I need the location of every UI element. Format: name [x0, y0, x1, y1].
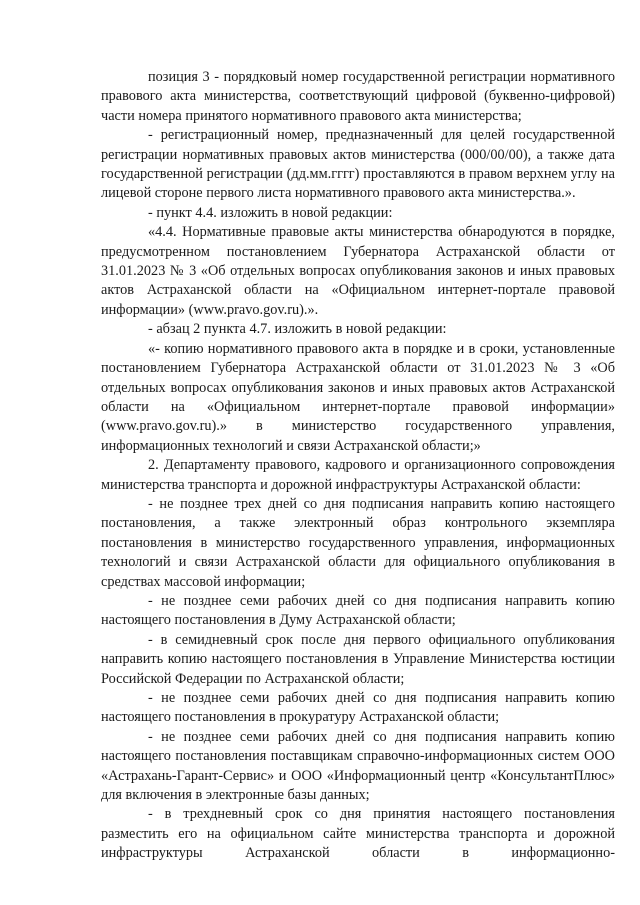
paragraph-clause-4-7-intro: - абзац 2 пункта 4.7. изложить в новой редакции:	[148, 321, 447, 338]
paragraph-prosecutor: - не позднее семи рабочих дней со дня подписания направить копию настоящего постановления в прокуратуру Астраханской области;	[101, 690, 615, 726]
paragraph-justice-ministry: - в семидневный срок после дня первого официального опубликования направить копию настоящего постановления в Управление Министерства юстиции Российской Федерации по Астраханской области;	[101, 631, 615, 687]
paragraph-website: - в трехдневный срок со дня принятия настоящего постановления разместить его на официальном сайте министерства транспорта и дорожной инфраструктуры Астраханской области в информационно-	[101, 806, 615, 862]
paragraph-position-3: позиция 3 - порядковый номер государственной регистрации нормативного правового акта министерства, соответствующий цифровой (буквенно-цифровой) части номера принятого нормативного правового акта министерства;	[101, 69, 615, 124]
paragraph-three-days: - не позднее трех дней со дня подписания направить копию настоящего постановления, а также электронный образ контрольного экземпляра постановления в министерство государственного управления, информационных технологий и связи Астраханской области для официального опубликования в средствах массовой информации;	[101, 495, 615, 590]
paragraph-duma: - не позднее семи рабочих дней со дня подписания направить копию настоящего постановления в Думу Астраханской области;	[101, 592, 615, 629]
paragraph-clause-4-7: «- копию нормативного правового акта в порядке и в сроки, установленные постановлением Губернатора Астраханской области от 31.01.2023 № 3 «Об отдельных вопросах опубликования законов и иных правовых актов Астраханской области на «Официальном интернет-портале правовой информации» (www.pravo.gov.ru).» в министерство государственного управления, информационных технологий и связи Астраханской области;»	[101, 340, 615, 454]
document-page	[101, 68, 615, 864]
paragraph-item-2: 2. Департаменту правового, кадрового и организационного сопровождения министерства транспорта и дорожной инфраструктуры Астраханской области:	[101, 457, 615, 493]
paragraph-clause-4-4-intro: - пункт 4.4. изложить в новой редакции:	[148, 204, 393, 221]
paragraph-registration-number: - регистрационный номер, предназначенный для целей государственной регистрации нормативных правовых актов министерства (000/00/00), а также дата государственной регистрации (дд.мм.гггг) проставляются в правом верхнем углу на лицевой стороне первого листа нормативного правового акта министерства.».	[101, 127, 615, 202]
paragraph-info-systems: - не позднее семи рабочих дней со дня подписания направить копию настоящего постановления поставщикам справочно-информационных систем ООО «Астрахань-Гарант-Сервис» и ООО «Информационный центр «КонсультантПлюс» для включения в электронные базы данных;	[101, 728, 615, 804]
paragraph-clause-4-4: «4.4. Нормативные правовые акты министерства обнародуются в порядке, предусмотренном постановлением Губернатора Астраханской области от 31.01.2023 № 3 «Об отдельных вопросах опубликования законов и иных правовых актов Астраханской области на «Официальном интернет-портале правовой информации» (www.pravo.gov.ru).».	[101, 224, 615, 318]
